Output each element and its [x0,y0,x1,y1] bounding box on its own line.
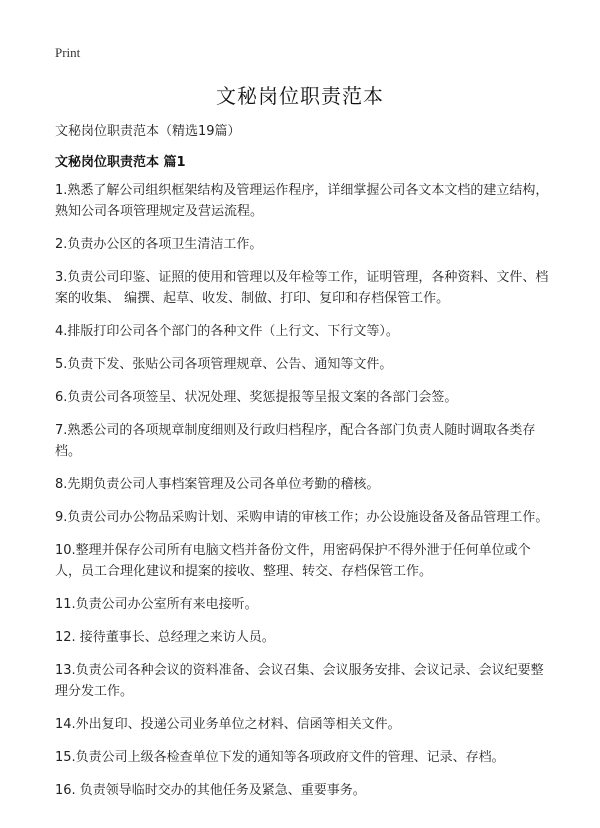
duty-item: 5.负责下发、张贴公司各项管理规章、公告、通知等文件。 [55,357,393,372]
section-heading: 文秘岗位职责范本 篇1 [55,155,186,170]
print-label: Print [55,45,81,60]
duty-item: 16. 负责领导临时交办的其他任务及紧急、重要事务。 [55,783,366,798]
duty-item: 10.整理并保存公司所有电脑文档并备份文件，用密码保护不得外泄于任何单位或个人，员工合理化建议和提案的接收、整理、转交、存档保管工作。 [55,543,531,579]
duty-item: 1.熟悉了解公司组织框架结构及管理运作程序，详细掌握公司各文本文档的建立结构，熟知公司各项管理规定及营运流程。 [55,183,549,219]
duty-item: 14.外出复印、投递公司业务单位之材料、信函等相关文件。 [55,717,401,732]
duty-item: 9.负责公司办公物品采购计划、采购申请的审核工作；办公设施设备及备品管理工作。 [55,510,549,525]
duty-item: 13.负责公司各种会议的资料准备、会议召集、会议服务安排、会议记录、会议纪要整理分发工作。 [55,663,544,699]
document-subtitle: 文秘岗位职责范本（精选19篇） [55,124,241,139]
duty-item: 15.负责公司上级各检查单位下发的通知等各项政府文件的管理、记录、存档。 [55,750,505,765]
duty-item: 3.负责公司印鉴、证照的使用和管理以及年检等工作，证明管理，各种资料、文件、档案的收集、 编撰、起草、收发、制做、打印、复印和存档保管工作。 [55,270,549,306]
duty-item: 6.负责公司各项签呈、状况处理、奖惩提报等呈报文案的各部门会签。 [55,390,458,405]
duty-item: 11.负责公司办公室所有来电接听。 [55,597,258,612]
duty-list [55,180,555,813]
duty-item: 8.先期负责公司人事档案管理及公司各单位考勤的稽核。 [55,477,380,492]
duty-item: 7.熟悉公司的各项规章制度细则及行政归档程序，配合各部门负责人随时调取各类存档。 [55,423,536,459]
document-title: 文秘岗位职责范本 [216,84,384,108]
duty-item: 12. 接待董事长、总经理之来访人员。 [55,630,275,645]
duty-item: 2.负责办公区的各项卫生清洁工作。 [55,237,263,252]
duty-item: 4.排版打印公司各个部门的各种文件（上行文、下行文等）。 [55,324,399,339]
